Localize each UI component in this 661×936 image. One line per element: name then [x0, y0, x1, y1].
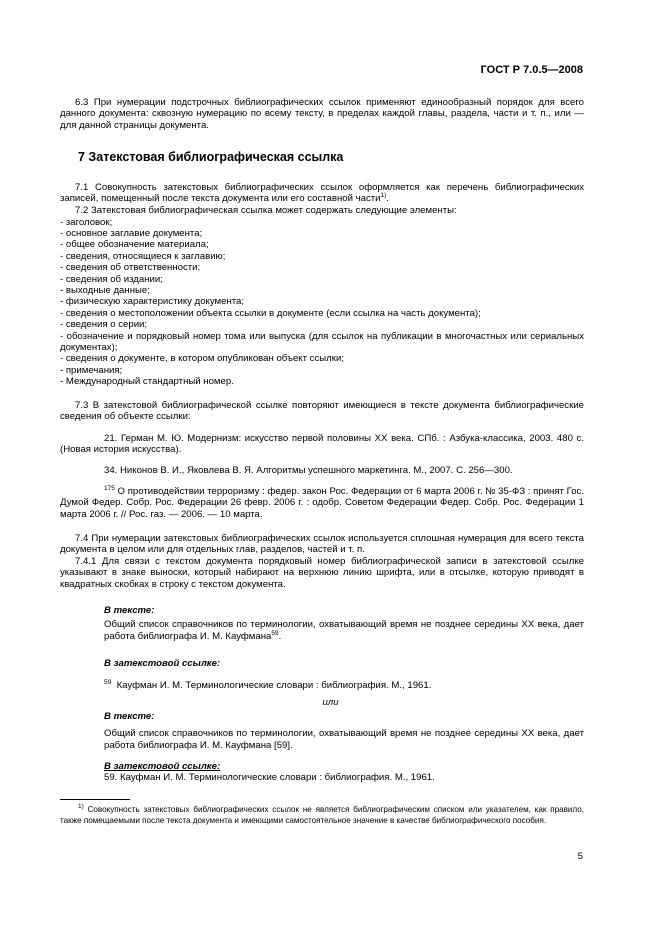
footnote-number: 1): [78, 803, 84, 810]
footnote-text: Совокупность затекстовых библиографических ссылок не является библиографическим списком или указателем, как правило, также помещаемыми после текста документа и имеющими самостоятельное значение в качестве библиографического пособия.: [60, 805, 584, 825]
elements-list: [60, 217, 584, 388]
paragraph-7-3: 7.3 В затекстовой библиографической ссылке повторяют имеющиеся в тексте документа библиографические сведения об объекте ссылки:: [60, 400, 584, 423]
list-item: - основное заглавие документа;: [60, 227, 203, 239]
paragraph-6-3: 6.3 При нумерации подстрочных библиографических ссылок применяют единообразный порядок для всего данного документа: сквозную нумерацию по всему тексту, в пределах каждой главы, раздела, части и т. п., или — для данной страницы документа.: [60, 97, 584, 131]
label-in-reference-2: В затекстовой ссылке:: [104, 761, 221, 772]
example-1-reference: [104, 680, 584, 692]
example-reference-number: 175: [104, 485, 115, 492]
paragraph-7-1-text: 7.1 Совокупность затекстовых библиографических ссылок оформляется как перечень библиографических записей, помещенный после текста документа или его составной части: [60, 182, 584, 205]
example-reference-text: О противодействии терроризму : федер. закон Рос. Федерации от 6 марта 2006 г. № 35-ФЗ : принят Гос. Думой Федер. Собр. Рос. Федерации 26 февр. 2006 г. : одобр. Советом Федерации Федер. Собр. Рос. Федерации 1 марта 2006 г. // Рос. газ. — 2006. — 10 марта.: [60, 486, 584, 520]
example-reference-34: 34. Никонов В. И., Яковлева В. Я. Алгоритмы успешного маркетинга. М., 2007. С. 256—300.: [104, 465, 513, 476]
example-reference-175: [60, 486, 584, 520]
label-in-text: В тексте:: [104, 605, 155, 616]
example-1-text: [104, 619, 584, 642]
example-1-body: Общий список справочников по терминологии, охватывающий время не позднее середины XX века, дает работа библиографа И. М. Кауфмана: [104, 619, 584, 642]
or-separator: или: [322, 697, 339, 708]
footnote-divider: [60, 799, 130, 800]
paragraph-7-4: 7.4 При нумерации затекстовых библиографических ссылок используется сплошная нумерация для всего текста документа в целом или для отдельных глав, разделов, частей и т. п.: [60, 533, 584, 556]
paragraph-7-2: 7.2 Затекстовая библиографическая ссылка может содержать следующие элементы:: [75, 205, 457, 216]
list-item: - сведения об издании;: [60, 273, 163, 285]
footnote-ref-1: 1): [380, 192, 387, 200]
list-item: - сведения о документе, в котором опубликован объект ссылки;: [60, 353, 344, 365]
list-item: - заголовок;: [60, 216, 113, 228]
example-1-reference-number: 59: [104, 679, 112, 686]
paragraph-7-1: [60, 182, 584, 205]
example-1-callout: 59: [271, 629, 279, 637]
list-item: - общее обозначение материала;: [60, 239, 209, 251]
example-2-text: Общий список справочников по терминологии, охватывающий время не позднее середины XX века, дает работа библиографа И. М. Кауфмана [59].: [104, 728, 584, 751]
list-item: - сведения о серии;: [60, 319, 148, 331]
list-item: - выходные данные;: [60, 284, 150, 296]
list-item: - Международный стандартный номер.: [60, 376, 234, 388]
list-item: - примечания;: [60, 364, 123, 376]
paragraph-7-4-1: 7.4.1 Для связи с текстом документа порядковый номер библиографической записи в затекстовой ссылке указывают в знаке выноски, который набирают на верхнюю линию шрифта, или в отсылке, которую приводят в квадратных скобках в строку с текстом документа.: [60, 556, 584, 590]
paragraph-7-1-end: .: [386, 193, 389, 205]
list-item: - сведения об ответственности;: [60, 262, 201, 274]
example-1-reference-text: Кауфман И. М. Терминологические словари : библиография. М., 1961.: [116, 680, 432, 691]
list-item: - обозначение и порядковый номер тома или выпуска (для ссылок на публикации в многочастных или сериальных документах);: [60, 330, 584, 353]
label-in-text-2: В тексте:: [104, 711, 155, 722]
list-item: - сведения о местоположении объекта ссылки в документе (если ссылка на часть документа);: [60, 307, 481, 319]
section-7-title: 7 Затекстовая библиографическая ссылка: [78, 150, 344, 164]
example-1-end: .: [278, 630, 282, 642]
list-item: - сведения, относящиеся к заглавию;: [60, 250, 226, 262]
document-code: ГОСТ Р 7.0.5—2008: [480, 64, 583, 76]
example-reference-21: 21. Герман М. Ю. Модернизм: искусство первой половины XX века. СПб. : Азбука-классика, 2003. 480 с. (Новая история искусства).: [60, 433, 584, 456]
label-in-reference: В затекстовой ссылке:: [104, 658, 221, 669]
example-2-reference: 59. Кауфман И. М. Терминологические словари : библиография. М., 1961.: [104, 772, 435, 783]
footnote-1: [60, 804, 584, 826]
list-item: - физическую характеристику документа;: [60, 296, 245, 308]
page-number: 5: [577, 851, 583, 862]
